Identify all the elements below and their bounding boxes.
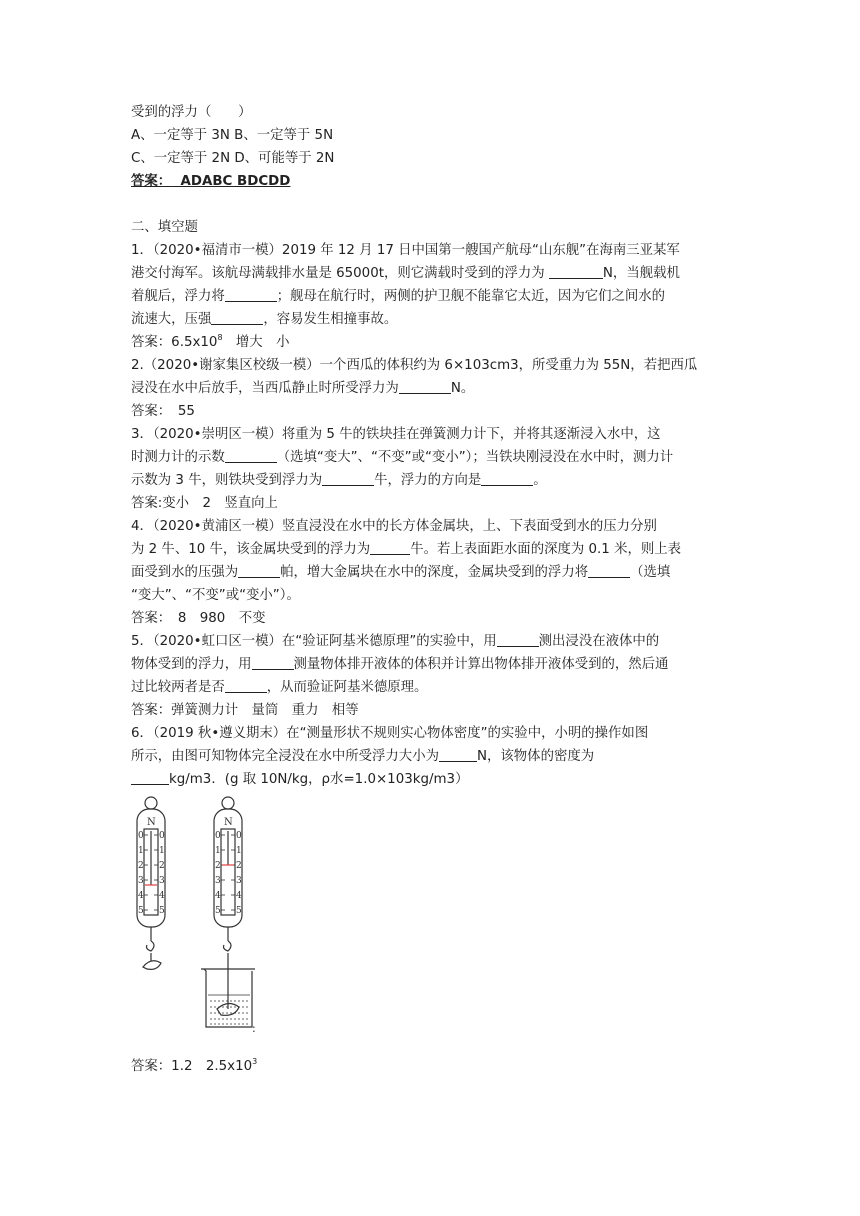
- q5-line-2: [131, 653, 731, 676]
- page-content: [131, 101, 731, 1078]
- spring-scale-diagram: [131, 795, 271, 1045]
- tick-label: 4: [236, 891, 242, 901]
- q6-answer-text: 答案：1.2 2.5x10: [131, 1059, 253, 1074]
- answer-blank[interactable]: [211, 309, 263, 325]
- q5-text: 过比较两者是否: [131, 680, 225, 695]
- q3-answer: 答案:变小 2 竖直向上: [131, 496, 278, 511]
- tick-label: 2: [138, 861, 144, 871]
- answer-blank[interactable]: [481, 470, 533, 486]
- q4-text: 帕，增大金属块在水中的深度，金属块受到的浮力将: [280, 565, 589, 580]
- tick-label: 2: [236, 861, 242, 871]
- q1-text: 港交付海军。该航母满载排水量是 65000t，则它满载时受到的浮力为: [131, 266, 549, 281]
- q1-answer-exponent: 8: [217, 333, 223, 342]
- tick-label: 1: [215, 846, 221, 856]
- q6-line-2: [131, 745, 731, 768]
- answer-blank[interactable]: [497, 631, 539, 647]
- q5-text: 5．（2020•虹口区一模）在“验证阿基米德原理”的实验中，用: [131, 634, 497, 649]
- q1-answer: [131, 331, 731, 354]
- options-line-1: A、一定等于 3N B、一定等于 5N: [131, 128, 334, 143]
- q1-line-2: [131, 262, 731, 285]
- answer-blank[interactable]: [399, 378, 451, 394]
- answer-blank[interactable]: [370, 539, 410, 555]
- answer-blank[interactable]: [131, 769, 169, 785]
- q3-text: 。: [533, 473, 547, 488]
- q5-line-3: [131, 676, 731, 699]
- q2-line-1: 2.（2020•谢家集区校级一模）一个西瓜的体积约为 6×103cm3，所受重力为 55N，若把西瓜: [131, 358, 698, 373]
- q4-line-3: [131, 561, 731, 584]
- q1-text: 着舰后，浮力将: [131, 289, 225, 304]
- q1-text: N，当舰载机: [602, 266, 680, 281]
- tick-label: 1: [236, 846, 242, 856]
- tick-label: 0: [215, 831, 221, 841]
- q4-text: 面受到水的压强为: [131, 565, 239, 580]
- answer-line: [131, 170, 731, 193]
- q4-answer: 答案： 8 980 不变: [131, 611, 266, 626]
- spacer: [131, 193, 731, 216]
- q6-text: 所示，由图可知物体完全浸没在水中所受浮力大小为: [131, 749, 439, 764]
- q5-text: 物体受到的浮力，用: [131, 657, 252, 672]
- q1-answer-text: 答案：6.5x10: [131, 335, 218, 350]
- answer-value: ADABC BDCDD: [180, 174, 291, 189]
- q4-text: 牛。若上表面距水面的深度为 0.1 米，则上表: [410, 542, 682, 557]
- tick-label: 3: [138, 876, 144, 886]
- q4-text: （选填: [630, 565, 671, 580]
- answer-blank[interactable]: [252, 654, 294, 670]
- q6-answer-exponent: 3: [252, 1057, 258, 1066]
- tick-label: 0: [138, 831, 144, 841]
- q6-text: N，该物体的密度为: [476, 749, 595, 764]
- q3-line-1: 3．（2020•崇明区一模）将重为 5 牛的铁块挂在弹簧测力计下，并将其逐渐浸入水中，这: [131, 427, 661, 442]
- q2-line-2: [131, 377, 731, 400]
- tick-label: 0: [159, 831, 165, 841]
- tick-label: 3: [159, 876, 165, 886]
- q2-text: 浸没在水中后放手，当西瓜静止时所受浮力为: [131, 381, 399, 396]
- q5-text: 测量物体排开液体的体积并计算出物体排开液体受到的，然后通: [293, 657, 669, 672]
- q3-line-2: [131, 446, 731, 469]
- q2-answer: 答案： 55: [131, 404, 195, 419]
- answer-blank[interactable]: [225, 677, 267, 693]
- q3-text: 牛，浮力的方向是: [374, 473, 482, 488]
- answer-blank[interactable]: [549, 263, 603, 279]
- q1-text: ；舰母在航行时，两侧的护卫舰不能靠它太近，因为它们之间水的: [276, 289, 666, 304]
- tick-label: 5: [159, 906, 165, 916]
- tick-label: 4: [215, 891, 221, 901]
- q1-answer-text: 增大 小: [222, 335, 290, 350]
- tick-label: 3: [215, 876, 221, 886]
- q1-text: 流速大，压强: [131, 312, 212, 327]
- tick-label: 4: [159, 891, 165, 901]
- tick-label: 4: [138, 891, 144, 901]
- answer-blank[interactable]: [225, 447, 277, 463]
- q4-line-4: “变大”、“不变”或“变小”）。: [131, 588, 300, 603]
- q3-line-3: [131, 469, 731, 492]
- q6-line-3: [131, 768, 731, 791]
- q6-text: kg/m3．(g 取 10N/kg，ρ水=1.0×103kg/m3）: [169, 772, 469, 787]
- q5-answer: 答案：弹簧测力计 量筒 重力 相等: [131, 703, 359, 718]
- q4-line-1: 4．（2020•黄浦区一模）竖直浸没在水中的长方体金属块，上、下表面受到水的压力分别: [131, 519, 657, 534]
- answer-blank[interactable]: [322, 470, 374, 486]
- q3-text: 示数为 3 牛，则铁块受到浮力为: [131, 473, 323, 488]
- q1-line-1: 1．（2020•福清市一模）2019 年 12 月 17 日中国第一艘国产航母“山东舰”在海南三亚某军: [131, 243, 680, 258]
- q2-text: N。: [450, 381, 475, 396]
- q1-text: ，容易发生相撞事故。: [263, 312, 398, 327]
- tick-label: 2: [159, 861, 165, 871]
- tick-label: 1: [138, 846, 144, 856]
- section-title: 二、填空题: [131, 220, 198, 235]
- tick-label: 0: [236, 831, 242, 841]
- scale-unit-right: N: [224, 817, 233, 828]
- figure-colon: :: [252, 1022, 256, 1035]
- answer-blank[interactable]: [238, 562, 280, 578]
- scale-unit-left: N: [147, 817, 156, 828]
- q4-line-2: [131, 538, 731, 561]
- tick-label: 5: [138, 906, 144, 916]
- tick-label: 1: [159, 846, 165, 856]
- q4-text: 为 2 牛、10 牛，该金属块受到的浮力为: [131, 542, 371, 557]
- spring-scale-figure: [131, 795, 271, 1055]
- q5-line-1: [131, 630, 731, 653]
- q5-text: 测出浸没在液体中的: [538, 634, 660, 649]
- options-line-2: C、一定等于 2N D、可能等于 2N: [131, 151, 335, 166]
- tick-label: 5: [215, 906, 221, 916]
- q6-line-1: 6．（2019 秋•遵义期末）在“测量形状不规则实心物体密度”的实验中，小明的操作如图: [131, 726, 649, 741]
- q1-line-3: [131, 285, 731, 308]
- tick-label: 3: [236, 876, 242, 886]
- tick-label: 2: [215, 861, 221, 871]
- answer-blank[interactable]: [439, 746, 477, 762]
- answer-label: 答案：: [131, 174, 172, 189]
- question-stem: 受到的浮力（ ）: [131, 105, 252, 120]
- tick-label: 5: [236, 906, 242, 916]
- answer-blank[interactable]: [225, 286, 277, 302]
- q3-text: （选填“变大”、“不变”或“变小”）；当铁块刚浸没在水中时，测力计: [276, 450, 674, 465]
- q5-text: ，从而验证阿基米德原理。: [266, 680, 428, 695]
- q6-answer: [131, 1055, 731, 1078]
- q1-line-4: [131, 308, 731, 331]
- q3-text: 时测力计的示数: [131, 450, 225, 465]
- answer-blank[interactable]: [588, 562, 630, 578]
